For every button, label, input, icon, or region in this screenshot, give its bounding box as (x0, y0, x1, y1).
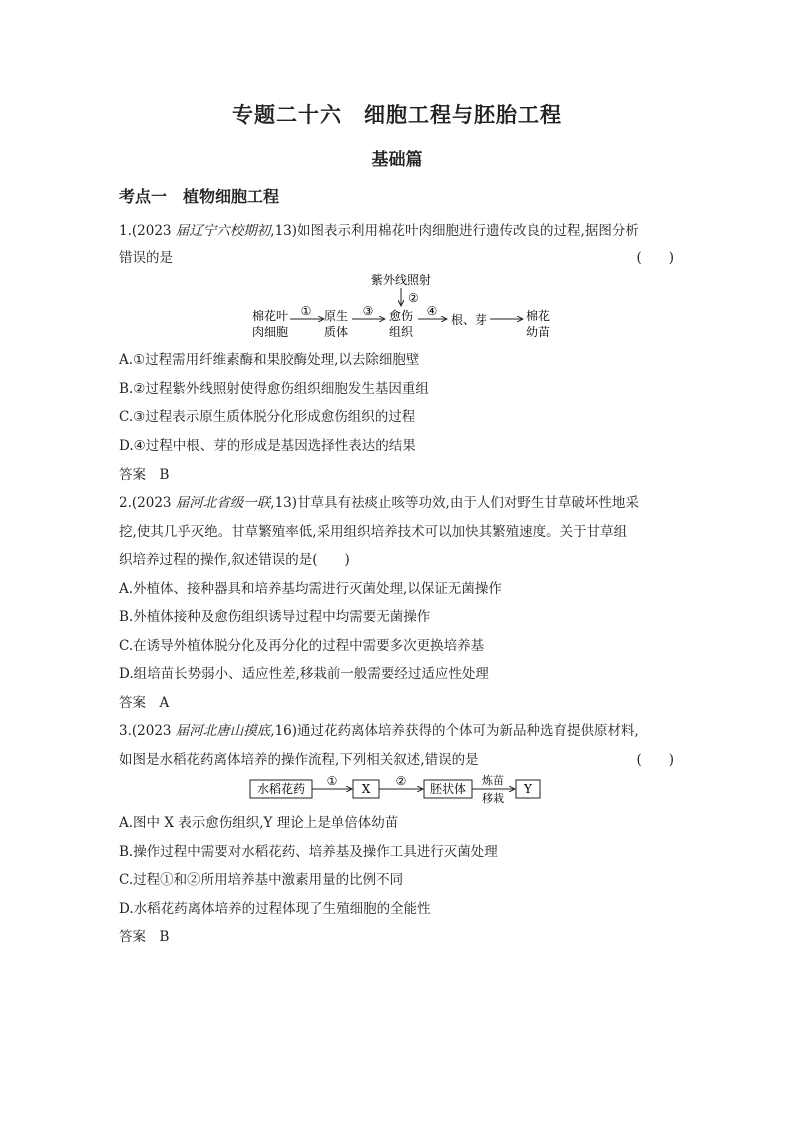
q2-option-a: A.外植体、接种器具和培养基均需进行灭菌处理,以保证无菌操作 (119, 581, 502, 597)
q2-option-c: C.在诱导外植体脱分化及再分化的过程中需要多次更换培养基 (119, 638, 485, 654)
q1-diagram-node3a: 愈伤 (388, 309, 414, 323)
q1-diagram-node1a: 棉花叶 (251, 309, 289, 323)
q3-diagram-box4-label: Y (524, 782, 532, 796)
q3-stem-text: ,16)通过花药离体培养获得的个体可为新品种选育提供原材料, (270, 723, 639, 739)
q3-option-c: C.过程①和②所用培养基中激素用量的比例不同 (119, 872, 404, 888)
q1-stem-line2: 错误的是 (119, 250, 173, 266)
q3-diagram-step3b: 移栽 (482, 792, 504, 805)
section-heading: 考点一 植物细胞工程 (119, 187, 280, 206)
q3-diagram-step3a: 炼苗 (482, 774, 504, 787)
q1-diagram-step2: ② (408, 291, 419, 305)
q3-stem-line1 (119, 719, 639, 739)
q1-diagram-node5a: 棉花 (525, 309, 551, 323)
page-subtitle: 基础篇 (371, 150, 423, 170)
q1-diagram-node3b: 组织 (388, 325, 414, 339)
q3-flow-diagram (248, 772, 548, 806)
page-title: 专题二十六 细胞工程与胚胎工程 (232, 103, 562, 127)
q1-option-b: B.②过程紫外线照射使得愈伤组织细胞发生基因重组 (119, 381, 429, 397)
q3-diagram-box2-label: X (361, 782, 371, 796)
q3-diagram-step2: ② (395, 774, 407, 788)
q1-number: 1.(2023 (119, 223, 176, 239)
q2-stem-text: ,13)甘草具有祛痰止咳等功效,由于人们对野生甘草破坏性地采 (270, 495, 639, 511)
q3-number: 3.(2023 (119, 723, 176, 739)
q1-diagram-node4: 根、芽 (450, 313, 488, 327)
q1-stem-text: ,13)如图表示利用棉花叶肉细胞进行遗传改良的过程,据图分析 (270, 223, 639, 239)
q2-number: 2.(2023 (119, 495, 176, 511)
q1-option-c: C.③过程表示原生质体脱分化形成愈伤组织的过程 (119, 409, 416, 425)
q1-diagram-step1: ① (300, 304, 312, 318)
q1-diagram-node5b: 幼苗 (525, 325, 551, 339)
q1-diagram-node2a: 原生 (323, 309, 349, 323)
q3-stem-line2: 如图是水稻花药离体培养的操作流程,下列相关叙述,错误的是 (119, 752, 479, 768)
q2-option-d: D.组培苗长势弱小、适应性差,移栽前一般需要经过适应性处理 (119, 666, 489, 682)
q2-stem-line3: 织培养过程的操作,叙述错误的是( ) (119, 552, 350, 568)
q3-answer-paren: ( ) (636, 752, 674, 768)
q2-stem-line1 (119, 491, 639, 511)
q3-diagram-box3-label: 胚状体 (429, 782, 467, 796)
q1-diagram-node2b: 质体 (323, 325, 349, 339)
q1-flow-diagram (240, 268, 560, 346)
q2-stem-line2: 挖,使其几乎灭绝。甘草繁殖率低,采用组织培养技术可以加快其繁殖速度。关于甘草组 (119, 524, 628, 540)
q1-stem-line1 (119, 219, 639, 239)
q1-option-d: D.④过程中根、芽的形成是基因选择性表达的结果 (119, 438, 416, 454)
q1-diagram-node1b: 肉细胞 (251, 325, 289, 339)
q1-answer: 答案 B (119, 467, 170, 483)
q3-answer: 答案 B (119, 929, 170, 945)
q3-source: 届河北唐山摸底 (175, 723, 271, 739)
q1-diagram-uv-label: 紫外线照射 (370, 273, 432, 287)
q3-diagram-step1: ① (326, 774, 338, 788)
q2-source: 届河北省级一联 (175, 495, 271, 511)
q2-answer: 答案 A (119, 695, 170, 711)
q1-diagram-step3: ③ (362, 304, 374, 318)
q3-diagram-box1-label: 水稻花药 (256, 782, 306, 796)
q2-option-b: B.外植体接种及愈伤组织诱导过程中均需要无菌操作 (119, 609, 431, 625)
q1-answer-paren: ( ) (636, 250, 674, 266)
q1-diagram-step4: ④ (426, 304, 438, 318)
q3-option-a: A.图中 X 表示愈伤组织,Y 理论上是单倍体幼苗 (119, 815, 399, 831)
q1-option-a: A.①过程需用纤维素酶和果胶酶处理,以去除细胞壁 (119, 352, 420, 368)
q3-option-b: B.操作过程中需要对水稻花药、培养基及操作工具进行灭菌处理 (119, 844, 498, 860)
q1-source: 届辽宁六校期初 (175, 223, 271, 239)
q3-option-d: D.水稻花药离体培养的过程体现了生殖细胞的全能性 (119, 901, 431, 917)
